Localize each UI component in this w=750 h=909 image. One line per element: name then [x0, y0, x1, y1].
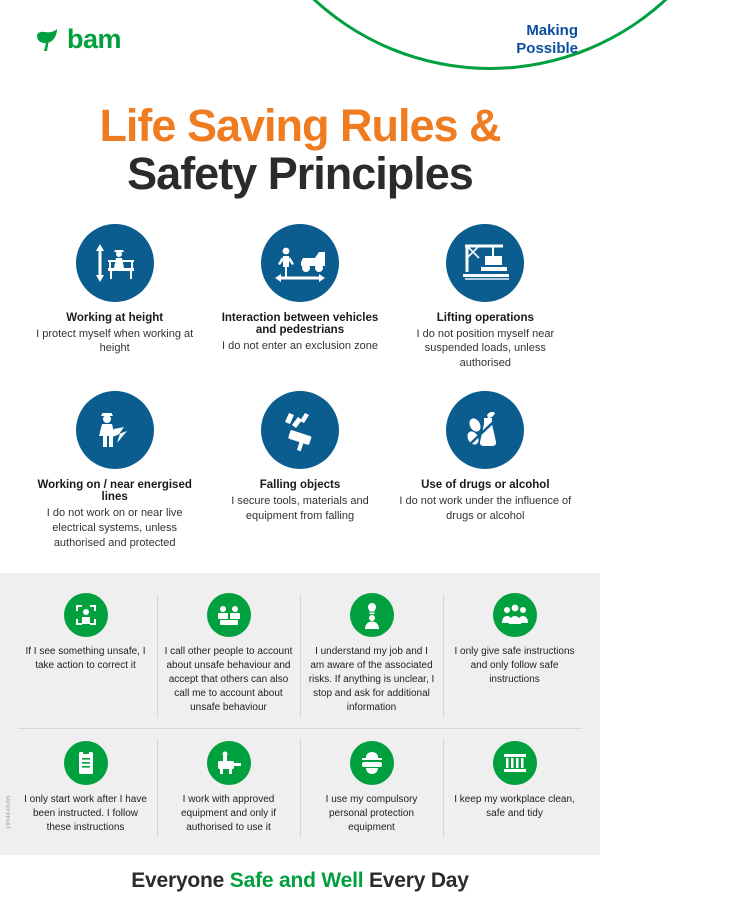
tagline-line-2: Possible	[516, 39, 578, 57]
falling-objects-icon	[261, 391, 339, 469]
rule-description: I do not position myself near suspended loads, unless authorised	[416, 327, 555, 370]
rule-description: I do not enter an exclusion zone	[222, 339, 378, 352]
tagline	[516, 22, 578, 57]
document-reference-code: 1994648/05	[6, 794, 12, 829]
principle-stop-unsafe-act	[14, 587, 157, 726]
principles-row-1	[14, 587, 586, 726]
rule-title: Lifting operations	[436, 311, 534, 324]
life-saving-rules-grid	[0, 200, 600, 561]
understand-job-risks-icon	[350, 593, 394, 637]
bam-logo	[34, 26, 121, 53]
principle-approved-equipment	[157, 731, 300, 846]
principle-instruction-checklist	[14, 731, 157, 846]
tagline-line-1: Making	[526, 22, 578, 39]
rule-title: Falling objects	[259, 479, 341, 492]
rule-description: I do not work under the influence of drugs or alcohol	[399, 495, 572, 523]
principle-text: I keep my workplace clean, safe and tidy	[454, 793, 575, 819]
rule-working-at-height	[22, 218, 207, 382]
bam-logo-text: bam	[67, 24, 122, 54]
rule-lifting-operations	[393, 218, 578, 382]
rule-vehicle-pedestrian	[207, 218, 392, 382]
lifting-operations-crane-icon	[446, 224, 524, 302]
poster-footer	[0, 855, 600, 909]
principle-clean-workplace	[443, 731, 586, 846]
rule-title: Working at height	[66, 311, 164, 324]
footer-highlight: Safe and Well	[229, 869, 364, 893]
safety-principles-section	[0, 573, 600, 856]
footer-slogan	[0, 869, 600, 893]
principle-understand-job-risks	[300, 587, 443, 726]
rule-description: I secure tools, materials and equipment from falling	[231, 495, 369, 523]
vehicle-pedestrian-interaction-icon	[261, 224, 339, 302]
approved-equipment-icon	[207, 741, 251, 785]
clean-workplace-icon	[493, 741, 537, 785]
green-arc-decoration	[230, 0, 750, 70]
principle-text: I only start work after I have been instructed. I follow these instructions	[24, 793, 147, 834]
principles-row-divider	[18, 728, 582, 729]
principle-text: I work with approved equipment and only if authorised to use it	[180, 793, 277, 834]
title-line-1: Life Saving Rules &	[99, 100, 501, 151]
rule-title: Interaction between vehicles and pedestrians	[221, 311, 379, 336]
principle-safe-instructions	[443, 587, 586, 726]
title-line-2: Safety Principles	[127, 148, 473, 200]
drugs-alcohol-icon	[446, 391, 524, 469]
call-to-account-icon	[207, 593, 251, 637]
rule-title: Working on / near energised lines	[37, 479, 192, 504]
principle-text: If I see something unsafe, I take action to correct it	[25, 645, 146, 671]
principle-ppe	[300, 731, 443, 846]
rule-description: I do not work on or near live electrical systems, unless authorised and protected	[46, 507, 183, 549]
poster-title	[0, 86, 600, 200]
principle-text: I call other people to account about unsafe behaviour and accept that others can also call me to account about unsafe behaviour	[164, 645, 293, 714]
rule-energised-lines	[22, 385, 207, 561]
principle-text: I understand my job and I am aware of the associated risks. If anything is unclear, I stop and ask for additional information	[308, 645, 435, 714]
rule-description: I protect myself when working at height	[36, 327, 194, 355]
poster-header	[0, 0, 600, 86]
rule-falling-objects	[207, 385, 392, 561]
rule-drugs-alcohol	[393, 385, 578, 561]
footer-part-1: Everyone	[131, 869, 230, 893]
instruction-checklist-icon	[64, 741, 108, 785]
principle-text: I use my compulsory personal protection equipment	[325, 793, 418, 834]
bam-leaf-logo-icon	[34, 27, 60, 53]
principle-text: I only give safe instructions and only follow safe instructions	[454, 645, 575, 686]
stop-unsafe-act-icon	[64, 593, 108, 637]
working-at-height-icon	[76, 224, 154, 302]
ppe-icon	[350, 741, 394, 785]
principles-row-2	[14, 731, 586, 846]
energised-lines-icon	[76, 391, 154, 469]
safe-instructions-icon	[493, 593, 537, 637]
footer-part-2: Every Day	[363, 869, 469, 893]
rule-title: Use of drugs or alcohol	[421, 479, 550, 492]
principle-call-to-account	[157, 587, 300, 726]
